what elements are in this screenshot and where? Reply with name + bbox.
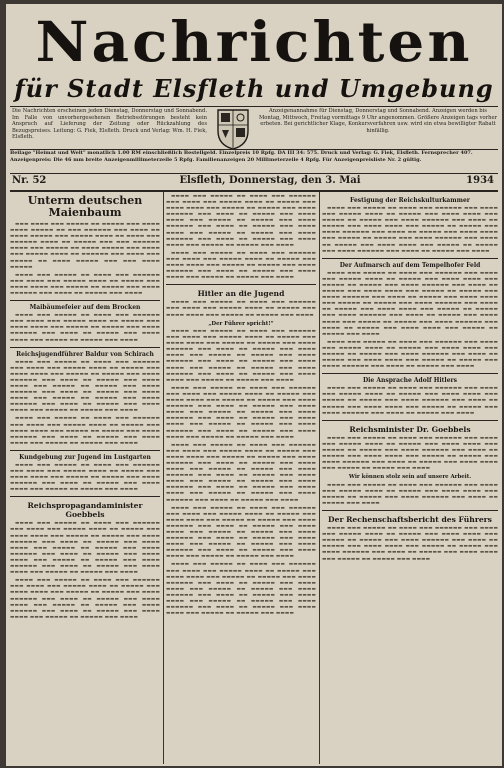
article-subheading: Festigung der Reichskulturkammer	[350, 197, 470, 204]
article-subheading: Reichsminister Dr. Goebbels	[349, 424, 471, 434]
article-quote: „Der Führer spricht!“	[208, 320, 274, 327]
article-text: ▬▬▬ ▬▬▬▬ ▬▬▬ ▬▬▬▬▬ ▬▬ ▬▬▬▬▬ ▬▬▬ ▬▬▬▬ ▬▬▬▬ ▬▬▬▬▬ ▬▬ ▬▬▬ ▬▬▬▬▬▬ ▬▬▬ ▬▬▬▬ ▬▬ ▬▬▬▬ ▬▬▬▬▬ ▬▬▬ ▬▬▬▬▬ ▬▬▬▬ ▬▬ ▬▬▬▬ ▬▬▬ ▬▬▬▬▬▬ ▬▬▬▬ ▬▬ ▬▬▬▬▬ ▬▬▬ ▬▬▬ ▬▬▬▬▬▬ ▬▬▬▬ ▬▬▬ ▬▬▬▬▬ ▬▬ ▬▬▬▬ ▬▬▬▬▬ ▬▬▬ ▬▬▬▬ ▬▬▬ ▬▬▬▬▬ ▬▬▬▬ ▬▬ ▬▬▬▬▬▬ ▬▬▬ ▬▬▬▬ ▬▬▬ ▬▬▬▬▬ ▬▬ ▬▬▬▬ ▬▬▬▬▬ ▬▬▬ ▬▬▬ ▬▬▬▬ ▬▬▬▬▬	[10, 222, 160, 270]
article-subheading: Der Aufmarsch auf dem Tempelhofer Feld	[339, 261, 481, 269]
masthead-rule	[10, 106, 498, 107]
masthead	[6, 4, 502, 110]
newspaper-page	[6, 4, 502, 766]
column-divider	[319, 192, 320, 764]
issue-number: Nr. 52	[12, 175, 47, 186]
article-subheading: Maibäumefeier auf dem Brocken	[29, 304, 141, 312]
article-subheading: Der Rechenschaftsbericht des Führers	[328, 515, 492, 525]
article-subheading: Reichspropagandaminister Goebbels	[27, 501, 143, 520]
dateline	[10, 174, 498, 188]
column-3: Festigung der Reichskulturkammer ▬▬▬▬ ▬▬▬ ▬▬▬▬▬ ▬▬ ▬▬▬▬ ▬▬▬ ▬▬▬▬▬▬ ▬▬▬ ▬▬▬▬ ▬▬▬ ▬▬▬▬▬ ▬▬▬▬ ▬▬ ▬▬▬▬▬ ▬▬▬ ▬▬▬▬ ▬▬▬▬ ▬▬▬ ▬▬▬▬▬ ▬▬ ▬▬▬▬▬ ▬▬▬ ▬▬▬▬ ▬▬▬▬▬▬ ▬▬▬ ▬▬▬▬ ▬▬ ▬▬▬▬▬ ▬▬▬ ▬▬▬▬ ▬▬▬▬ ▬▬▬ ▬▬▬▬▬ ▬▬ ▬▬▬▬▬ ▬▬▬ ▬▬▬▬ ▬▬▬▬▬▬ ▬▬▬ ▬▬▬▬ ▬▬ ▬▬▬▬▬ ▬▬▬ ▬▬▬▬ ▬▬▬▬ ▬▬▬ ▬▬▬▬▬ ▬▬ ▬▬▬▬▬ ▬▬▬ ▬▬▬▬ ▬▬▬▬▬▬ ▬▬▬ ▬▬▬▬ ▬▬ ▬▬▬▬▬ ▬▬▬ ▬▬▬▬ ▬▬▬▬ ▬▬▬ ▬▬▬▬▬ ▬▬ ▬▬▬▬▬ ▬▬▬ ▬▬▬▬ ▬▬▬▬▬▬ ▬▬▬ ▬▬▬▬ ▬▬ ▬▬▬▬▬ ▬▬▬ ▬▬▬▬ Der Aufmarsch auf dem Tempelhofer Feld ▬▬▬▬ ▬▬▬ ▬▬▬▬▬ ▬▬ ▬▬▬▬ ▬▬▬ ▬▬▬▬▬▬ ▬▬▬ ▬▬▬▬ ▬▬▬ ▬▬▬▬▬ ▬▬▬▬ ▬▬ ▬▬▬▬▬ ▬▬▬ ▬▬▬▬ ▬▬▬▬ ▬▬▬ ▬▬▬▬▬ ▬▬ ▬▬▬▬▬ ▬▬▬ ▬▬▬▬ ▬▬▬▬▬▬ ▬▬▬ ▬▬▬▬ ▬▬ ▬▬▬▬▬ ▬▬▬ ▬▬▬▬ ▬▬▬▬ ▬▬▬ ▬▬▬▬▬ ▬▬ ▬▬▬▬▬ ▬▬▬ ▬▬▬▬ ▬▬▬▬▬▬ ▬▬▬ ▬▬▬▬ ▬▬ ▬▬▬▬▬ ▬▬▬ ▬▬▬▬ ▬▬▬▬ ▬▬▬ ▬▬▬▬▬ ▬▬ ▬▬▬▬▬ ▬▬▬ ▬▬▬▬ ▬▬▬▬▬▬ ▬▬▬ ▬▬▬▬ ▬▬ ▬▬▬▬▬ ▬▬▬ ▬▬▬▬ ▬▬▬▬ ▬▬▬ ▬▬▬▬▬ ▬▬ ▬▬▬▬▬ ▬▬▬ ▬▬▬▬ ▬▬▬▬▬▬ ▬▬▬ ▬▬▬▬ ▬▬ ▬▬▬▬▬ ▬▬▬ ▬▬▬▬ ▬▬▬▬ ▬▬▬ ▬▬▬▬▬ ▬▬ ▬▬▬▬▬ ▬▬▬ ▬▬▬▬ ▬▬▬▬▬▬ ▬▬▬ ▬▬▬▬ ▬▬ ▬▬▬▬▬ ▬▬▬ ▬▬▬▬ ▬▬▬▬ ▬▬▬ ▬▬▬▬▬ ▬▬ ▬▬▬▬▬ ▬▬▬ ▬▬▬▬ ▬▬▬▬ ▬▬▬ ▬▬▬▬▬ ▬▬ ▬▬▬▬ ▬▬▬ ▬▬▬▬▬▬ ▬▬▬ ▬▬▬▬ ▬▬▬ ▬▬▬▬▬ ▬▬▬▬ ▬▬ ▬▬▬▬▬ ▬▬▬ ▬▬▬▬ ▬▬▬▬ ▬▬▬ ▬▬▬▬▬ ▬▬ ▬▬▬▬▬ ▬▬▬ ▬▬▬▬ ▬▬▬▬▬▬ ▬▬▬ ▬▬▬▬ ▬▬ ▬▬▬▬▬ ▬▬▬ ▬▬▬▬ ▬▬▬▬ ▬▬▬ ▬▬▬▬▬ ▬▬ ▬▬▬▬▬ ▬▬▬ ▬▬▬▬ ▬▬▬▬▬▬ ▬▬▬ ▬▬▬▬ ▬▬ ▬▬▬▬▬ ▬▬▬ ▬▬▬▬ Die Ansprache Adolf Hitlers ▬▬▬▬ ▬▬▬ ▬▬▬▬▬ ▬▬ ▬▬▬▬ ▬▬▬ ▬▬▬▬▬▬ ▬▬▬ ▬▬▬▬ ▬▬▬ ▬▬▬▬▬ ▬▬▬▬ ▬▬ ▬▬▬▬▬ ▬▬▬ ▬▬▬▬ ▬▬▬▬ ▬▬▬ ▬▬▬▬▬ ▬▬ ▬▬▬▬▬ ▬▬▬ ▬▬▬▬ ▬▬▬▬▬▬ ▬▬▬ ▬▬▬▬ ▬▬ ▬▬▬▬▬ ▬▬▬ ▬▬▬▬ ▬▬▬▬ ▬▬▬ ▬▬▬▬▬ ▬▬ ▬▬▬▬▬ ▬▬▬ ▬▬▬▬ ▬▬▬▬▬▬ ▬▬▬ ▬▬▬▬ ▬▬ ▬▬▬▬▬ ▬▬▬ ▬▬▬▬ Reichsminister Dr. Goebbels ▬▬▬▬ ▬▬▬ ▬▬▬▬▬ ▬▬ ▬▬▬▬ ▬▬▬ ▬▬▬▬▬▬ ▬▬▬ ▬▬▬▬ ▬▬▬ ▬▬▬▬▬ ▬▬▬▬ ▬▬ ▬▬▬▬▬ ▬▬▬ ▬▬▬▬ ▬▬▬▬ ▬▬▬ ▬▬▬▬▬ ▬▬ ▬▬▬▬▬ ▬▬▬ ▬▬▬▬ ▬▬▬▬▬▬ ▬▬▬ ▬▬▬▬ ▬▬ ▬▬▬▬▬ ▬▬▬ ▬▬▬▬ ▬▬▬▬ ▬▬▬ ▬▬▬▬▬ ▬▬ ▬▬▬▬▬ ▬▬▬ ▬▬▬▬ ▬▬▬▬▬▬ ▬▬▬ ▬▬▬▬ ▬▬ ▬▬▬▬▬ ▬▬▬ ▬▬▬▬ ▬▬▬▬ ▬▬▬ ▬▬▬▬▬ ▬▬ ▬▬▬▬▬ ▬▬▬ ▬▬▬▬ Wir können stolz sein auf unsere Arbeit. ▬▬▬▬ ▬▬▬ ▬▬▬▬▬ ▬▬ ▬▬▬▬ ▬▬▬ ▬▬▬▬▬▬ ▬▬▬ ▬▬▬▬ ▬▬▬ ▬▬▬▬▬ ▬▬▬▬ ▬▬ ▬▬▬▬▬ ▬▬▬ ▬▬▬▬ ▬▬▬▬ ▬▬▬ ▬▬▬▬▬ ▬▬ ▬▬▬▬▬ ▬▬▬ ▬▬▬▬ ▬▬▬▬▬▬ ▬▬▬ ▬▬▬▬ ▬▬ ▬▬▬▬▬ ▬▬▬ ▬▬▬▬ Der Rechenschaftsbericht des Führers ▬▬▬▬ ▬▬▬ ▬▬▬▬▬ ▬▬ ▬▬▬▬ ▬▬▬ ▬▬▬▬▬▬ ▬▬▬ ▬▬▬▬ ▬▬▬ ▬▬▬▬▬ ▬▬▬▬ ▬▬ ▬▬▬▬▬ ▬▬▬ ▬▬▬▬ ▬▬▬▬ ▬▬▬ ▬▬▬▬▬ ▬▬ ▬▬▬▬▬ ▬▬▬ ▬▬▬▬ ▬▬▬▬▬▬ ▬▬▬ ▬▬▬▬ ▬▬ ▬▬▬▬▬ ▬▬▬ ▬▬▬▬ ▬▬▬▬ ▬▬▬ ▬▬▬▬▬ ▬▬ ▬▬▬▬▬ ▬▬▬ ▬▬▬▬ ▬▬▬▬▬▬ ▬▬▬ ▬▬▬▬ ▬▬ ▬▬▬▬▬ ▬▬▬ ▬▬▬▬ ▬▬▬▬ ▬▬▬ ▬▬▬▬▬ ▬▬ ▬▬▬▬▬ ▬▬▬ ▬▬▬▬	[322, 197, 498, 562]
town-crest-icon	[214, 107, 252, 151]
column-2: ▬▬▬▬ ▬▬▬ ▬▬▬▬▬ ▬▬ ▬▬▬▬ ▬▬▬ ▬▬▬▬▬▬ ▬▬▬ ▬▬▬▬ ▬▬▬ ▬▬▬▬▬ ▬▬▬▬ ▬▬ ▬▬▬▬▬ ▬▬▬ ▬▬▬▬ ▬▬▬▬ ▬▬▬ ▬▬▬▬▬ ▬▬ ▬▬▬▬▬ ▬▬▬ ▬▬▬▬ ▬▬▬▬▬▬ ▬▬▬ ▬▬▬▬ ▬▬ ▬▬▬▬▬ ▬▬▬ ▬▬▬▬ ▬▬▬▬ ▬▬▬ ▬▬▬▬▬ ▬▬ ▬▬▬▬▬ ▬▬▬ ▬▬▬▬ ▬▬▬▬▬▬ ▬▬▬ ▬▬▬▬ ▬▬ ▬▬▬▬▬ ▬▬▬ ▬▬▬▬ ▬▬▬▬ ▬▬▬ ▬▬▬▬▬ ▬▬ ▬▬▬▬▬ ▬▬▬ ▬▬▬▬ ▬▬▬▬▬▬ ▬▬▬ ▬▬▬▬ ▬▬ ▬▬▬▬▬ ▬▬▬ ▬▬▬▬ ▬▬▬▬ ▬▬▬ ▬▬▬▬▬ ▬▬ ▬▬▬▬▬ ▬▬▬ ▬▬▬▬ ▬▬▬▬ ▬▬▬ ▬▬▬▬▬ ▬▬ ▬▬▬▬ ▬▬▬ ▬▬▬▬▬▬ ▬▬▬ ▬▬▬▬ ▬▬▬ ▬▬▬▬▬ ▬▬▬▬ ▬▬ ▬▬▬▬▬ ▬▬▬ ▬▬▬▬ ▬▬▬▬ ▬▬▬ ▬▬▬▬▬ ▬▬ ▬▬▬▬▬ ▬▬▬ ▬▬▬▬ ▬▬▬▬▬▬ ▬▬▬ ▬▬▬▬ ▬▬ ▬▬▬▬▬ ▬▬▬ ▬▬▬▬ ▬▬▬▬ ▬▬▬ ▬▬▬▬▬ ▬▬ ▬▬▬▬▬ ▬▬▬ ▬▬▬▬ Hitler an die Jugend ▬▬▬▬ ▬▬▬ ▬▬▬▬▬ ▬▬ ▬▬▬▬ ▬▬▬ ▬▬▬▬▬▬ ▬▬▬ ▬▬▬▬ ▬▬▬ ▬▬▬▬▬ ▬▬▬▬ ▬▬ ▬▬▬▬▬ ▬▬▬ ▬▬▬▬ ▬▬▬▬ ▬▬▬ ▬▬▬▬▬ ▬▬ ▬▬▬▬▬ ▬▬▬ ▬▬▬▬ „Der Führer spricht!“ ▬▬▬▬ ▬▬▬ ▬▬▬▬▬ ▬▬ ▬▬▬▬ ▬▬▬ ▬▬▬▬▬▬ ▬▬▬ ▬▬▬▬ ▬▬▬ ▬▬▬▬▬ ▬▬▬▬ ▬▬ ▬▬▬▬▬ ▬▬▬ ▬▬▬▬ ▬▬▬▬ ▬▬▬ ▬▬▬▬▬ ▬▬ ▬▬▬▬▬ ▬▬▬ ▬▬▬▬ ▬▬▬▬▬▬ ▬▬▬ ▬▬▬▬ ▬▬ ▬▬▬▬▬ ▬▬▬ ▬▬▬▬ ▬▬▬▬ ▬▬▬ ▬▬▬▬▬ ▬▬ ▬▬▬▬▬ ▬▬▬ ▬▬▬▬ ▬▬▬▬▬▬ ▬▬▬ ▬▬▬▬ ▬▬ ▬▬▬▬▬ ▬▬▬ ▬▬▬▬ ▬▬▬▬ ▬▬▬ ▬▬▬▬▬ ▬▬ ▬▬▬▬▬ ▬▬▬ ▬▬▬▬ ▬▬▬▬▬▬ ▬▬▬ ▬▬▬▬ ▬▬ ▬▬▬▬▬ ▬▬▬ ▬▬▬▬ ▬▬▬▬ ▬▬▬ ▬▬▬▬▬ ▬▬ ▬▬▬▬▬ ▬▬▬ ▬▬▬▬ ▬▬▬▬ ▬▬▬ ▬▬▬▬▬ ▬▬ ▬▬▬▬ ▬▬▬ ▬▬▬▬▬▬ ▬▬▬ ▬▬▬▬ ▬▬▬ ▬▬▬▬▬ ▬▬▬▬ ▬▬ ▬▬▬▬▬ ▬▬▬ ▬▬▬▬ ▬▬▬▬ ▬▬▬ ▬▬▬▬▬ ▬▬ ▬▬▬▬▬ ▬▬▬ ▬▬▬▬ ▬▬▬▬▬▬ ▬▬▬ ▬▬▬▬ ▬▬ ▬▬▬▬▬ ▬▬▬ ▬▬▬▬ ▬▬▬▬ ▬▬▬ ▬▬▬▬▬ ▬▬ ▬▬▬▬▬ ▬▬▬ ▬▬▬▬ ▬▬▬▬▬▬ ▬▬▬ ▬▬▬▬ ▬▬ ▬▬▬▬▬ ▬▬▬ ▬▬▬▬ ▬▬▬▬ ▬▬▬ ▬▬▬▬▬ ▬▬ ▬▬▬▬▬ ▬▬▬ ▬▬▬▬ ▬▬▬▬▬▬ ▬▬▬ ▬▬▬▬ ▬▬ ▬▬▬▬▬ ▬▬▬ ▬▬▬▬ ▬▬▬▬ ▬▬▬ ▬▬▬▬▬ ▬▬ ▬▬▬▬▬ ▬▬▬ ▬▬▬▬ ▬▬▬▬ ▬▬▬ ▬▬▬▬▬ ▬▬ ▬▬▬▬ ▬▬▬ ▬▬▬▬▬▬ ▬▬▬ ▬▬▬▬ ▬▬▬ ▬▬▬▬▬ ▬▬▬▬ ▬▬ ▬▬▬▬▬ ▬▬▬ ▬▬▬▬ ▬▬▬▬ ▬▬▬ ▬▬▬▬▬ ▬▬ ▬▬▬▬▬ ▬▬▬ ▬▬▬▬ ▬▬▬▬▬▬ ▬▬▬ ▬▬▬▬ ▬▬ ▬▬▬▬▬ ▬▬▬ ▬▬▬▬ ▬▬▬▬ ▬▬▬ ▬▬▬▬▬ ▬▬ ▬▬▬▬▬ ▬▬▬ ▬▬▬▬ ▬▬▬▬▬▬ ▬▬▬ ▬▬▬▬ ▬▬ ▬▬▬▬▬ ▬▬▬ ▬▬▬▬ ▬▬▬▬ ▬▬▬ ▬▬▬▬▬ ▬▬ ▬▬▬▬▬ ▬▬▬ ▬▬▬▬ ▬▬▬▬▬▬ ▬▬▬ ▬▬▬▬ ▬▬ ▬▬▬▬▬ ▬▬▬ ▬▬▬▬ ▬▬▬▬ ▬▬▬ ▬▬▬▬▬ ▬▬ ▬▬▬▬▬ ▬▬▬ ▬▬▬▬ ▬▬▬▬▬▬ ▬▬▬ ▬▬▬▬ ▬▬ ▬▬▬▬▬ ▬▬▬ ▬▬▬▬ ▬▬▬▬ ▬▬▬ ▬▬▬▬▬ ▬▬ ▬▬▬▬ ▬▬▬ ▬▬▬▬▬▬ ▬▬▬ ▬▬▬▬ ▬▬▬ ▬▬▬▬▬ ▬▬▬▬ ▬▬ ▬▬▬▬▬ ▬▬▬ ▬▬▬▬ ▬▬▬▬ ▬▬▬ ▬▬▬▬▬ ▬▬ ▬▬▬▬▬ ▬▬▬ ▬▬▬▬ ▬▬▬▬▬▬ ▬▬▬ ▬▬▬▬ ▬▬ ▬▬▬▬▬ ▬▬▬ ▬▬▬▬ ▬▬▬▬ ▬▬▬ ▬▬▬▬▬ ▬▬ ▬▬▬▬▬ ▬▬▬ ▬▬▬▬ ▬▬▬▬▬▬ ▬▬▬ ▬▬▬▬ ▬▬ ▬▬▬▬▬ ▬▬▬ ▬▬▬▬ ▬▬▬▬ ▬▬▬ ▬▬▬▬▬ ▬▬ ▬▬▬▬▬ ▬▬▬ ▬▬▬▬ ▬▬▬▬▬▬ ▬▬▬ ▬▬▬▬ ▬▬ ▬▬▬▬▬ ▬▬▬ ▬▬▬▬ ▬▬▬▬ ▬▬▬ ▬▬▬▬▬ ▬▬ ▬▬▬▬▬ ▬▬▬ ▬▬▬▬ ▬▬▬▬ ▬▬▬ ▬▬▬▬▬ ▬▬ ▬▬▬▬ ▬▬▬ ▬▬▬▬▬▬ ▬▬▬ ▬▬▬▬ ▬▬▬ ▬▬▬▬▬ ▬▬▬▬ ▬▬ ▬▬▬▬▬ ▬▬▬ ▬▬▬▬ ▬▬▬▬ ▬▬▬ ▬▬▬▬▬ ▬▬ ▬▬▬▬▬ ▬▬▬ ▬▬▬▬ ▬▬▬▬▬▬ ▬▬▬ ▬▬▬▬ ▬▬ ▬▬▬▬▬ ▬▬▬ ▬▬▬▬ ▬▬▬▬ ▬▬▬ ▬▬▬▬▬ ▬▬ ▬▬▬▬▬ ▬▬▬ ▬▬▬▬ ▬▬▬▬▬▬ ▬▬▬ ▬▬▬▬ ▬▬ ▬▬▬▬▬ ▬▬▬ ▬▬▬▬ ▬▬▬▬ ▬▬▬ ▬▬▬▬▬ ▬▬ ▬▬▬▬▬ ▬▬▬ ▬▬▬▬ ▬▬▬▬▬▬ ▬▬▬ ▬▬▬▬ ▬▬ ▬▬▬▬▬ ▬▬▬ ▬▬▬▬ ▬▬▬▬ ▬▬▬ ▬▬▬▬▬ ▬▬ ▬▬▬▬▬ ▬▬▬ ▬▬▬▬	[166, 194, 316, 617]
article-subheading: Reichsjugendführer Baldur von Schirach	[16, 350, 154, 358]
publication-info-left: Die Nachrichten erscheinen jeden Dienstag, Donnerstag und Sonnabend. Im Falle von unvorhergesehenen Betriebsstörungen besteht kein Anspruch auf Lieferung der Zeitung oder Rückzahlung des Bezugspreises. Leitung: G. Fiek, Elsfleth. Druck und Verlag: Wm. H. Fiek, Elsfleth.	[12, 108, 207, 140]
newspaper-title: Nachrichten	[35, 9, 473, 75]
article-subheading: Kundgebung zur Jugend im Lustgarten	[19, 453, 151, 461]
newspaper-subtitle: für Stadt Elsfleth und Umgebung	[14, 74, 494, 103]
issue-place-date: Elsfleth, Donnerstag, den 3. Mai	[179, 175, 361, 186]
subscription-notice: Beilage "Heimat und Welt" monatlich 1.00 RM einschließlich Bestellgeld. Einzelpreis 10 Rpfg. DA III 34: 575. Druck und Verlag: G. Fiek, Elsfleth. Fernsprecher 407. Anzeigenpreis: Die 46 mm breite Anzeigenmillimeterzeile 5 Rpfg. Familienanzeigen 20 Millimeterzeile 4 Rpfg. Für Anzeigenpreisliste Nr. 2 gültig.	[10, 150, 473, 163]
article-headline: Unterm deutschen Maienbaum	[27, 194, 143, 219]
column-divider	[163, 192, 164, 764]
column-1: Unterm deutschen Maienbaum ▬▬▬ ▬▬▬▬ ▬▬▬ ▬▬▬▬▬ ▬▬ ▬▬▬▬▬ ▬▬▬ ▬▬▬▬ ▬▬▬▬ ▬▬▬▬▬ ▬▬ ▬▬▬ ▬▬▬▬▬▬ ▬▬▬ ▬▬▬▬ ▬▬ ▬▬▬▬ ▬▬▬▬▬ ▬▬▬ ▬▬▬▬▬ ▬▬▬▬ ▬▬ ▬▬▬▬ ▬▬▬ ▬▬▬▬▬▬ ▬▬▬▬ ▬▬ ▬▬▬▬▬ ▬▬▬ ▬▬▬ ▬▬▬▬▬▬ ▬▬▬▬ ▬▬▬ ▬▬▬▬▬ ▬▬ ▬▬▬▬ ▬▬▬▬▬ ▬▬▬ ▬▬▬▬ ▬▬▬ ▬▬▬▬▬ ▬▬▬▬ ▬▬ ▬▬▬▬▬▬ ▬▬▬ ▬▬▬▬ ▬▬▬ ▬▬▬▬▬ ▬▬ ▬▬▬▬ ▬▬▬▬▬ ▬▬▬ ▬▬▬ ▬▬▬▬ ▬▬▬▬▬ ▬▬▬▬ ▬▬▬ ▬▬▬▬▬ ▬▬ ▬▬▬▬ ▬▬▬ ▬▬▬▬▬▬ ▬▬▬ ▬▬▬▬ ▬▬▬ ▬▬▬▬▬ ▬▬▬▬ ▬▬ ▬▬▬▬▬ ▬▬▬ ▬▬▬▬ ▬▬▬▬ ▬▬▬ ▬▬▬▬▬ ▬▬ ▬▬▬▬▬ ▬▬▬ ▬▬▬▬ ▬▬▬▬▬▬ ▬▬▬ ▬▬▬▬ ▬▬ ▬▬▬▬▬ ▬▬▬ ▬▬▬▬ Maibäumefeier auf dem Brocken ▬▬▬▬ ▬▬▬ ▬▬▬▬▬ ▬▬ ▬▬▬▬ ▬▬▬ ▬▬▬▬▬▬ ▬▬▬ ▬▬▬▬ ▬▬▬ ▬▬▬▬▬ ▬▬▬▬ ▬▬ ▬▬▬▬▬ ▬▬▬ ▬▬▬▬ ▬▬▬▬ ▬▬▬ ▬▬▬▬▬ ▬▬ ▬▬▬▬▬ ▬▬▬ ▬▬▬▬ ▬▬▬▬▬▬ ▬▬▬ ▬▬▬▬ ▬▬ ▬▬▬▬▬ ▬▬▬ ▬▬▬▬ ▬▬▬▬ ▬▬▬ ▬▬▬▬▬ ▬▬ ▬▬▬▬▬ ▬▬▬ ▬▬▬▬ Reichsjugendführer Baldur von Schirach ▬▬▬▬ ▬▬▬ ▬▬▬▬▬ ▬▬ ▬▬▬▬ ▬▬▬ ▬▬▬▬▬▬ ▬▬▬ ▬▬▬▬ ▬▬▬ ▬▬▬▬▬ ▬▬▬▬ ▬▬ ▬▬▬▬▬ ▬▬▬ ▬▬▬▬ ▬▬▬▬ ▬▬▬ ▬▬▬▬▬ ▬▬ ▬▬▬▬▬ ▬▬▬ ▬▬▬▬ ▬▬▬▬▬▬ ▬▬▬ ▬▬▬▬ ▬▬ ▬▬▬▬▬ ▬▬▬ ▬▬▬▬ ▬▬▬▬ ▬▬▬ ▬▬▬▬▬ ▬▬ ▬▬▬▬▬ ▬▬▬ ▬▬▬▬ ▬▬▬▬▬▬ ▬▬▬ ▬▬▬▬ ▬▬ ▬▬▬▬▬ ▬▬▬ ▬▬▬▬ ▬▬▬▬ ▬▬▬ ▬▬▬▬▬ ▬▬ ▬▬▬▬▬ ▬▬▬ ▬▬▬▬ ▬▬▬▬▬▬ ▬▬▬ ▬▬▬▬ ▬▬ ▬▬▬▬▬ ▬▬▬ ▬▬▬▬ ▬▬▬▬ ▬▬▬ ▬▬▬▬▬ ▬▬ ▬▬▬▬▬ ▬▬▬ ▬▬▬▬ ▬▬▬▬ ▬▬▬ ▬▬▬▬▬ ▬▬ ▬▬▬▬ ▬▬▬ ▬▬▬▬▬▬ ▬▬▬ ▬▬▬▬ ▬▬▬ ▬▬▬▬▬ ▬▬▬▬ ▬▬ ▬▬▬▬▬ ▬▬▬ ▬▬▬▬ ▬▬▬▬ ▬▬▬ ▬▬▬▬▬ ▬▬ ▬▬▬▬▬ ▬▬▬ ▬▬▬▬ ▬▬▬▬▬▬ ▬▬▬ ▬▬▬▬ ▬▬ ▬▬▬▬▬ ▬▬▬ ▬▬▬▬ ▬▬▬▬ ▬▬▬ ▬▬▬▬▬ ▬▬ ▬▬▬▬▬ ▬▬▬ ▬▬▬▬ Kundgebung zur Jugend im Lustgarten ▬▬▬▬ ▬▬▬ ▬▬▬▬▬ ▬▬ ▬▬▬▬ ▬▬▬ ▬▬▬▬▬▬ ▬▬▬ ▬▬▬▬ ▬▬▬ ▬▬▬▬▬ ▬▬▬▬ ▬▬ ▬▬▬▬▬ ▬▬▬ ▬▬▬▬ ▬▬▬▬ ▬▬▬ ▬▬▬▬▬ ▬▬ ▬▬▬▬▬ ▬▬▬ ▬▬▬▬ ▬▬▬▬▬▬ ▬▬▬ ▬▬▬▬ ▬▬ ▬▬▬▬▬ ▬▬▬ ▬▬▬▬ ▬▬▬▬ ▬▬▬ ▬▬▬▬▬ ▬▬ ▬▬▬▬▬ ▬▬▬ ▬▬▬▬ Reichspropagandaminister Goebbels ▬▬▬▬ ▬▬▬ ▬▬▬▬▬ ▬▬ ▬▬▬▬ ▬▬▬ ▬▬▬▬▬▬ ▬▬▬ ▬▬▬▬ ▬▬▬ ▬▬▬▬▬ ▬▬▬▬ ▬▬ ▬▬▬▬▬ ▬▬▬ ▬▬▬▬ ▬▬▬▬ ▬▬▬ ▬▬▬▬▬ ▬▬ ▬▬▬▬▬ ▬▬▬ ▬▬▬▬ ▬▬▬▬▬▬ ▬▬▬ ▬▬▬▬ ▬▬ ▬▬▬▬▬ ▬▬▬ ▬▬▬▬ ▬▬▬▬ ▬▬▬ ▬▬▬▬▬ ▬▬ ▬▬▬▬▬ ▬▬▬ ▬▬▬▬ ▬▬▬▬▬▬ ▬▬▬ ▬▬▬▬ ▬▬ ▬▬▬▬▬ ▬▬▬ ▬▬▬▬ ▬▬▬▬ ▬▬▬ ▬▬▬▬▬ ▬▬ ▬▬▬▬▬ ▬▬▬ ▬▬▬▬ ▬▬▬▬▬▬ ▬▬▬ ▬▬▬▬ ▬▬ ▬▬▬▬▬ ▬▬▬ ▬▬▬▬ ▬▬▬▬ ▬▬▬ ▬▬▬▬▬ ▬▬ ▬▬▬▬▬ ▬▬▬ ▬▬▬▬ ▬▬▬▬ ▬▬▬ ▬▬▬▬▬ ▬▬ ▬▬▬▬ ▬▬▬ ▬▬▬▬▬▬ ▬▬▬ ▬▬▬▬ ▬▬▬ ▬▬▬▬▬ ▬▬▬▬ ▬▬ ▬▬▬▬▬ ▬▬▬ ▬▬▬▬ ▬▬▬▬ ▬▬▬ ▬▬▬▬▬ ▬▬ ▬▬▬▬▬ ▬▬▬ ▬▬▬▬ ▬▬▬▬▬▬ ▬▬▬ ▬▬▬▬ ▬▬ ▬▬▬▬▬ ▬▬▬ ▬▬▬▬ ▬▬▬▬ ▬▬▬ ▬▬▬▬▬ ▬▬ ▬▬▬▬▬ ▬▬▬ ▬▬▬▬ ▬▬▬▬▬▬ ▬▬▬ ▬▬▬▬ ▬▬ ▬▬▬▬▬ ▬▬▬ ▬▬▬▬ ▬▬▬▬ ▬▬▬ ▬▬▬▬▬ ▬▬ ▬▬▬▬▬ ▬▬▬ ▬▬▬▬	[10, 194, 160, 620]
dateline-rule-bottom	[10, 190, 498, 192]
article-quote: Wir können stolz sein auf unsere Arbeit.	[348, 474, 472, 481]
issue-year: 1934	[466, 175, 494, 186]
article-subheading: Hitler an die Jugend	[197, 289, 285, 299]
article-subheading: Die Ansprache Adolf Hitlers	[362, 377, 458, 385]
publication-info-right: Anzeigenannahme für Dienstag, Donnerstag und Sonnabend. Anzeigen werden bis Montag, Mittwoch, Freitag vormittags 9 Uhr angenommen. Größere Anzeigen tags vorher erbeten. Bei gerichtlicher Klage, Konkursverfahren usw. wird ein etwa bewilligter Rabatt hinfällig.	[258, 108, 498, 134]
